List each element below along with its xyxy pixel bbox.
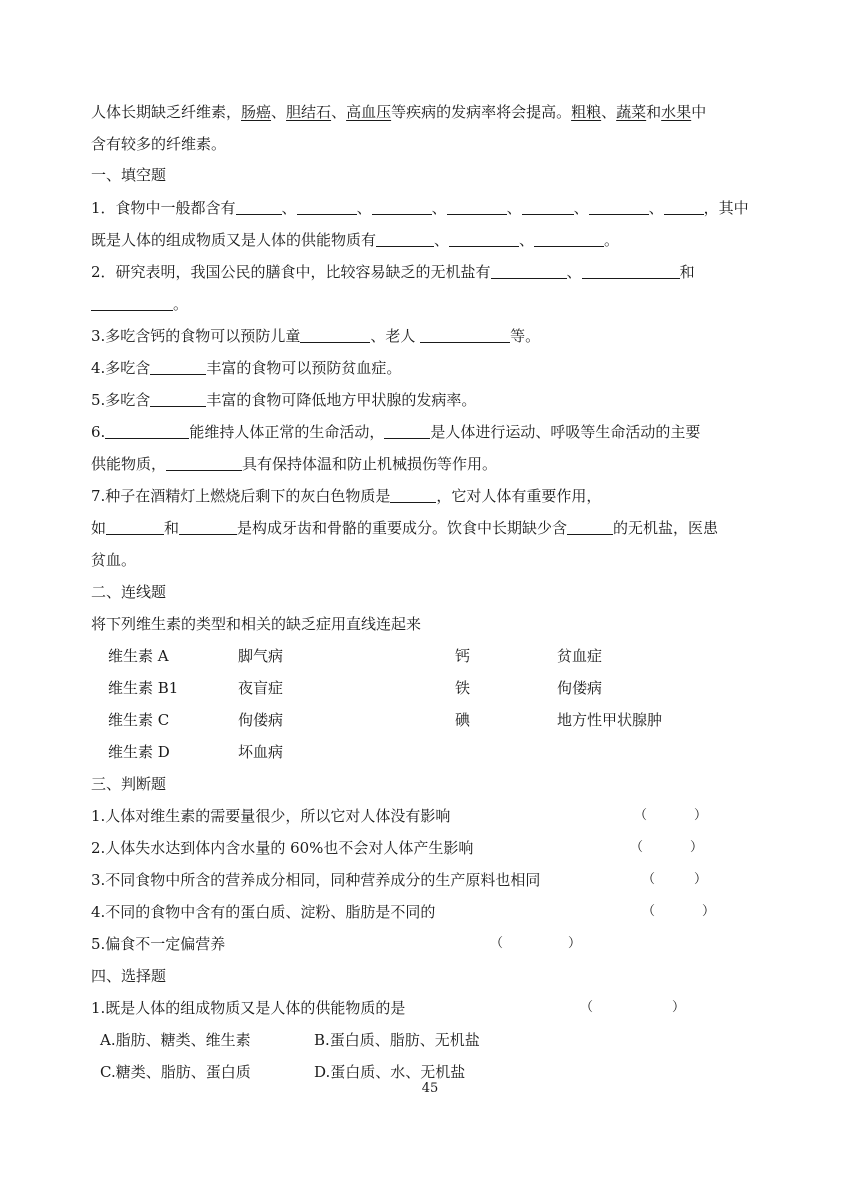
question-text: 等。: [510, 327, 541, 345]
answer-blank[interactable]: [376, 231, 434, 247]
keyword-underlined: 蔬菜: [616, 103, 647, 121]
question-text: 4.多吃含: [91, 359, 151, 377]
fill-q6-line1: [91, 422, 700, 442]
fill-q6-line2: [91, 454, 497, 474]
judge-item: 2.人体失水达到体内含水量的 60%也不会对人体产生影响: [91, 839, 474, 857]
match-instruction: 将下列维生素的类型和相关的缺乏症用直线连起来: [91, 615, 422, 633]
paren-open: （: [630, 840, 644, 855]
question-text: 的无机盐，医患: [613, 519, 719, 537]
question-text: 供能物质，: [91, 455, 167, 473]
option-c[interactable]: C.糖类、脂肪、蛋白质: [100, 1063, 251, 1081]
answer-blank[interactable]: [589, 199, 649, 215]
question-text: 既是人体的组成物质又是人体的供能物质有: [91, 231, 377, 249]
answer-blank[interactable]: [582, 263, 680, 279]
vitamin-disease-item: 坏血病: [238, 743, 284, 761]
keyword-underlined: 胆结石: [286, 103, 332, 121]
question-text: 和: [164, 519, 180, 537]
answer-blank[interactable]: [150, 359, 206, 375]
paren-close: ）: [690, 840, 704, 855]
answer-blank[interactable]: [384, 423, 430, 439]
question-text: ，其中: [703, 199, 749, 217]
question-text: 具有保持体温和防止机械损伤等作用。: [242, 455, 498, 473]
fill-q1-line1: 1．食物中一般都含有 、 、 、 、 、 、 ，其中: [91, 199, 749, 217]
answer-blank[interactable]: [105, 423, 189, 439]
intro-text: 和: [646, 103, 662, 121]
answer-blank[interactable]: [106, 519, 164, 535]
fill-q2-line2: [91, 294, 188, 314]
question-text: 5.多吃含: [91, 391, 151, 409]
judge-item: 1.人体对维生素的需要量很少，所以它对人体没有影响: [91, 807, 451, 825]
answer-blank[interactable]: [372, 199, 432, 215]
answer-blank[interactable]: [447, 199, 507, 215]
mineral-disease-item: 贫血症: [557, 647, 603, 665]
intro-text: 等疾病的发病率将会提高。: [391, 103, 572, 121]
fill-q7-line1: [91, 486, 601, 506]
vitamin-item: 维生素 D: [108, 743, 170, 761]
fill-q4: [91, 358, 401, 378]
paren-close: ）: [694, 872, 708, 887]
question-text: 是人体进行运动、呼吸等生命活动的主要: [430, 423, 701, 441]
vitamin-item: 维生素 A: [108, 647, 169, 665]
fill-q7-line3: 贫血。: [91, 551, 137, 569]
question-text: 和: [679, 263, 695, 281]
paren-close: ）: [694, 808, 708, 823]
paren-open: （: [642, 872, 656, 887]
section-title-choice: 四、选择题: [91, 967, 167, 985]
paren-open: （: [580, 1000, 594, 1015]
question-text: 、老人: [370, 327, 416, 345]
option-b[interactable]: B.蛋白质、脂肪、无机盐: [314, 1031, 480, 1049]
paren-open: （: [490, 936, 504, 951]
answer-blank[interactable]: [567, 519, 613, 535]
answer-blank[interactable]: [420, 327, 510, 343]
vitamin-disease-item: 夜盲症: [238, 679, 284, 697]
fill-q5: [91, 390, 476, 410]
vitamin-disease-item: 脚气病: [238, 647, 284, 665]
separator: 、: [271, 103, 287, 121]
vitamin-item: 维生素 B1: [108, 679, 179, 697]
mineral-disease-item: 佝偻病: [557, 679, 603, 697]
judge-item: 3.不同食物中所含的营养成分相同，同种营养成分的生产原料也相同: [91, 871, 541, 889]
answer-blank[interactable]: [534, 231, 604, 247]
answer-blank[interactable]: [91, 295, 173, 311]
question-text: 是构成牙齿和骨骼的重要成分。饮食中长期缺少含: [237, 519, 568, 537]
intro-line-2: 含有较多的纤维素。: [91, 135, 227, 153]
question-text: 1．食物中一般都含有: [91, 199, 236, 217]
answer-blank[interactable]: [236, 199, 282, 215]
keyword-underlined: 肠癌: [241, 103, 272, 121]
option-a[interactable]: A.脂肪、糖类、维生素: [100, 1031, 251, 1049]
question-text: 丰富的食物可降低地方甲状腺的发病率。: [206, 391, 477, 409]
mineral-item: 铁: [455, 679, 471, 697]
intro-text: 人体长期缺乏纤维素，: [91, 103, 242, 121]
question-text: 2．研究表明，我国公民的膳食中，比较容易缺乏的无机盐有: [91, 263, 491, 281]
separator: 、: [601, 103, 617, 121]
question-text: 。: [173, 295, 189, 313]
fill-q7-line2: [91, 518, 718, 538]
question-text: 丰富的食物可以预防贫血症。: [206, 359, 402, 377]
question-text: 3.多吃含钙的食物可以预防儿童: [91, 327, 301, 345]
paren-close: ）: [672, 1000, 686, 1015]
answer-blank[interactable]: [522, 199, 574, 215]
answer-blank[interactable]: [449, 231, 519, 247]
answer-blank[interactable]: [390, 487, 436, 503]
question-text: 能维持人体正常的生命活动，: [189, 423, 385, 441]
fill-q2-line1: 2．研究表明，我国公民的膳食中，比较容易缺乏的无机盐有 、 和: [91, 263, 695, 281]
judge-item: 4.不同的食物中含有的蛋白质、淀粉、脂肪是不同的: [91, 903, 436, 921]
paren-open: （: [634, 808, 648, 823]
intro-text: 中: [691, 103, 707, 121]
question-text: 如: [91, 519, 107, 537]
paren-close: ）: [568, 936, 582, 951]
answer-blank[interactable]: [179, 519, 237, 535]
page-number: 45: [421, 1081, 439, 1096]
fill-q1-line2: 既是人体的组成物质又是人体的供能物质有 、 、 。: [91, 231, 620, 249]
choice-q1: 1.既是人体的组成物质又是人体的供能物质的是: [91, 999, 406, 1017]
answer-blank[interactable]: [150, 391, 206, 407]
answer-blank[interactable]: [166, 455, 242, 471]
section-title-match: 二、连线题: [91, 583, 167, 601]
separator: 、: [331, 103, 347, 121]
vitamin-disease-item: 佝偻病: [238, 711, 284, 729]
keyword-underlined: 水果: [661, 103, 692, 121]
mineral-item: 钙: [455, 647, 471, 665]
vitamin-item: 维生素 C: [108, 711, 170, 729]
question-text: 7.种子在酒精灯上燃烧后剩下的灰白色物质是: [91, 487, 391, 505]
question-text: 6.: [91, 423, 106, 441]
answer-blank[interactable]: [300, 327, 370, 343]
option-d[interactable]: D.蛋白质、水、无机盐: [314, 1063, 466, 1081]
paren-close: ）: [702, 904, 716, 919]
answer-blank[interactable]: [664, 199, 704, 215]
mineral-disease-item: 地方性甲状腺肿: [557, 711, 663, 729]
keyword-underlined: 粗粮: [571, 103, 602, 121]
intro-line-1: [91, 102, 706, 122]
paren-open: （: [642, 904, 656, 919]
fill-q3: [91, 326, 540, 346]
section-title-fill: 一、填空题: [91, 166, 167, 184]
answer-blank[interactable]: [491, 263, 567, 279]
mineral-item: 碘: [455, 711, 471, 729]
keyword-underlined: 高血压: [346, 103, 392, 121]
answer-blank[interactable]: [297, 199, 357, 215]
section-title-judge: 三、判断题: [91, 775, 167, 793]
question-text: ，它对人体有重要作用，: [436, 487, 602, 505]
judge-item: 5.偏食不一定偏营养: [91, 935, 226, 953]
